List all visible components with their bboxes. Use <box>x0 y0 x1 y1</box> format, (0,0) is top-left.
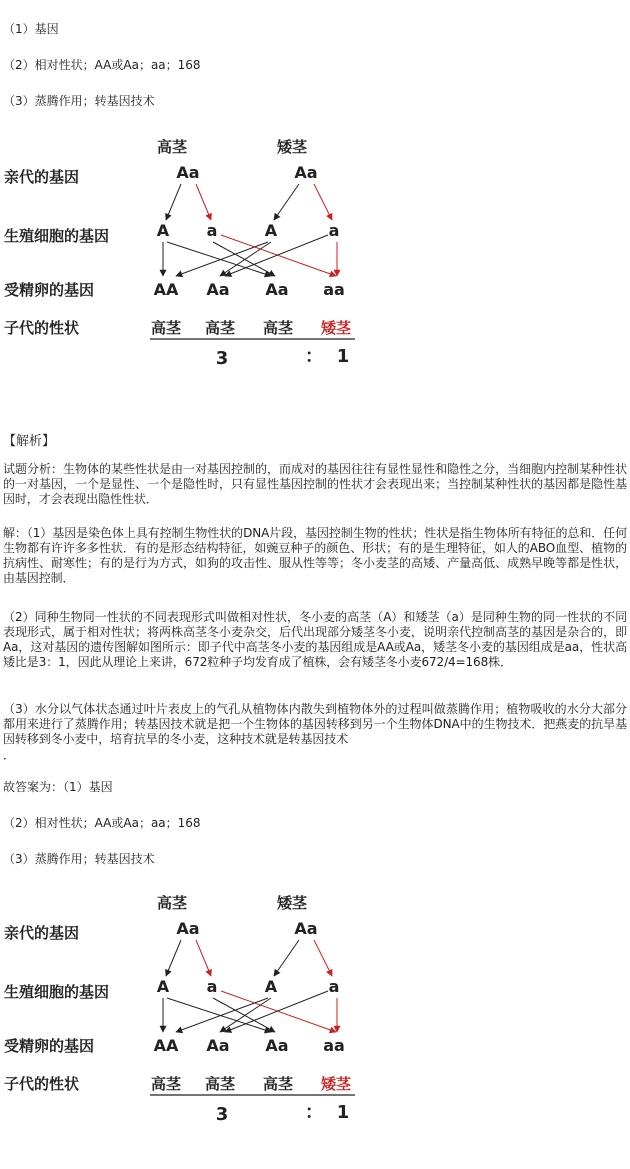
analysis-paragraph-3: （3）水分以气体状态通过叶片表皮上的气孔从植物体内散失到植物体外的过程叫做蒸腾作用；植物吸收的水分大部分都用来进行了蒸腾作用；转基因技术就是把一个生物体的基因转移到另一个生物体DNA中的生物技术．把燕麦的抗旱基因转移到冬小麦中，培育抗旱的冬小麦，这种技术就是转基因技术 <box>3 702 627 746</box>
zygote-1: Aa <box>206 280 230 299</box>
zygote-0: AA <box>153 280 179 299</box>
gamete-3: a <box>328 977 340 996</box>
gamete-1: a <box>206 977 218 996</box>
answer-line-3: （3）蒸腾作用；转基因技术 <box>3 94 155 108</box>
offspring-trait-2: 高茎 <box>262 319 294 337</box>
arrow-p2-A <box>274 184 299 220</box>
row-label-0: 亲代的基因 <box>4 168 80 186</box>
answer-line-2: （2）相对性状；AA或Aa；aa；168 <box>3 58 201 72</box>
arrow-A2-Aa1 <box>220 998 271 1032</box>
zygote-0: AA <box>153 1036 179 1055</box>
zygote-3: aa <box>323 280 345 299</box>
ratio-left: 3 <box>215 1104 229 1125</box>
gamete-3: a <box>328 221 340 240</box>
offspring-trait-2: 高茎 <box>262 1075 294 1093</box>
final-answer-line-2: （2）相对性状；AA或Aa；aa；168 <box>3 816 201 830</box>
parent-label-short: 矮茎 <box>276 894 308 912</box>
parent-gene-1: Aa <box>294 919 318 938</box>
ratio-right: 1 <box>336 346 350 367</box>
parent-label-short: 矮茎 <box>276 138 308 156</box>
gamete-2: A <box>264 221 278 240</box>
ratio-left: 3 <box>215 348 229 369</box>
genetic-diagram-2 <box>0 888 380 1128</box>
parent-label-tall: 高茎 <box>156 894 188 912</box>
offspring-trait-3: 矮茎 <box>320 1075 352 1093</box>
arrow-p1-a <box>196 184 211 220</box>
ratio-colon: ： <box>305 346 323 367</box>
parent-gene-0: Aa <box>176 163 200 182</box>
row-label-3: 子代的性状 <box>4 319 80 337</box>
arrow-A2-Aa1 <box>220 242 271 276</box>
gamete-0: A <box>156 221 170 240</box>
parent-gene-0: Aa <box>176 919 200 938</box>
parent-gene-1: Aa <box>294 163 318 182</box>
row-label-1: 生殖细胞的基因 <box>4 227 110 245</box>
answer-line-1: （1）基因 <box>3 22 59 36</box>
row-label-2: 受精卵的基因 <box>4 1037 95 1055</box>
arrow-p2-a <box>314 940 332 976</box>
final-answer-line-3: （3）蒸腾作用；转基因技术 <box>3 852 155 866</box>
gamete-0: A <box>156 977 170 996</box>
arrow-a2-Aa1 <box>225 991 328 1032</box>
genetic-diagram-1 <box>0 132 380 372</box>
arrow-p2-a <box>314 184 332 220</box>
trailing-dot: ． <box>3 748 16 762</box>
gamete-1: a <box>206 221 218 240</box>
final-answer-line-1: 故答案为：（1）基因 <box>3 780 113 794</box>
offspring-trait-3: 矮茎 <box>320 319 352 337</box>
arrow-p2-A <box>274 940 299 976</box>
offspring-trait-0: 高茎 <box>150 319 182 337</box>
analysis-paragraph-1: 解：（1）基因是染色体上具有控制生物性状的DNA片段，基因控制生物的性状；性状是指生物体所有特征的总和．任何生物都有许许多多性状．有的是形态结构特征，如豌豆种子的颜色、形状；有的是生理特征，如人的ABO血型、植物的抗病性、耐寒性；有的是行为方式，如狗的攻击性、服从性等等；冬小麦茎的高矮、产量高低、成熟早晚等都是性状，由基因控制． <box>3 526 627 585</box>
zygote-2: Aa <box>265 280 289 299</box>
analysis-paragraph-2: （2）同种生物同一性状的不同表现形式叫做相对性状，冬小麦的高茎（A）和矮茎（a）是同种生物的同一性状的不同表现形式，属于相对性状；将两株高茎冬小麦杂交，后代出现部分矮茎冬小麦，说明亲代控制高茎的基因是杂合的，即Aa，这对基因的遗传图解如图所示：即子代中高茎冬小麦的基因组成是AA或Aa，矮茎冬小麦的基因组成是aa，性状高矮比是3：1，因此从理论上来讲，672粒种子均发育成了植株，会有矮茎冬小麦672/4=168株． <box>3 610 627 669</box>
analysis-paragraph-0: 试题分析：生物体的某些性状是由一对基因控制的，而成对的基因往往有显性显性和隐性之分，当细胞内控制某种性状的一对基因，一个是显性、一个是隐性时，只有显性基因控制的性状才会表现出来；当控制某种性状的基因都是隐性基因时，才会表现出隐性性状． <box>3 462 627 506</box>
arrow-a2-Aa1 <box>225 235 328 276</box>
zygote-2: Aa <box>265 1036 289 1055</box>
row-label-2: 受精卵的基因 <box>4 281 95 299</box>
row-label-1: 生殖细胞的基因 <box>4 983 110 1001</box>
arrow-p1-A <box>166 184 181 220</box>
offspring-trait-0: 高茎 <box>150 1075 182 1093</box>
parent-label-tall: 高茎 <box>156 138 188 156</box>
offspring-trait-1: 高茎 <box>204 1075 236 1093</box>
row-label-3: 子代的性状 <box>4 1075 80 1093</box>
arrow-p1-a <box>196 940 211 976</box>
arrow-p1-A <box>166 940 181 976</box>
ratio-colon: ： <box>305 1102 323 1123</box>
zygote-3: aa <box>323 1036 345 1055</box>
row-label-0: 亲代的基因 <box>4 924 80 942</box>
ratio-right: 1 <box>336 1102 350 1123</box>
zygote-1: Aa <box>206 1036 230 1055</box>
offspring-trait-1: 高茎 <box>204 319 236 337</box>
analysis-heading: 【解析】 <box>3 434 56 449</box>
gamete-2: A <box>264 977 278 996</box>
